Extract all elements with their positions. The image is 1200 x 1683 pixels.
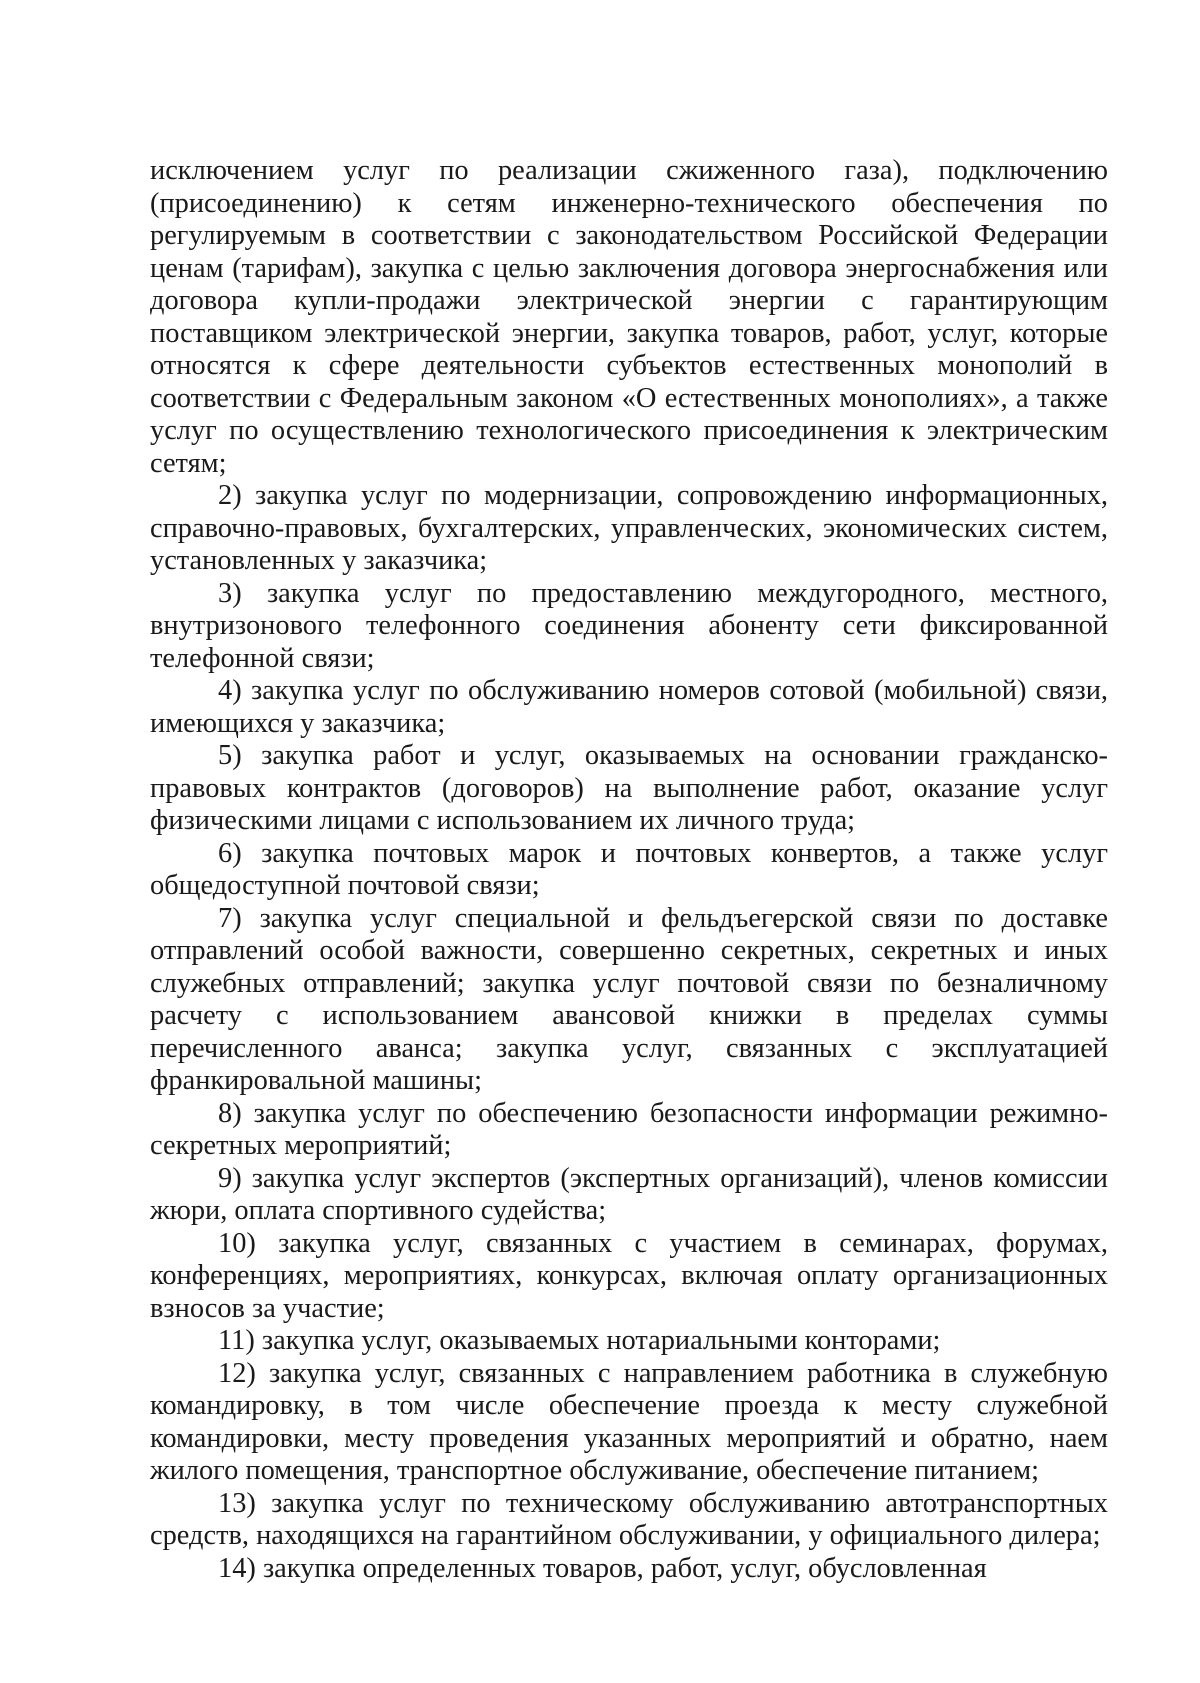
document-body	[150, 155, 1108, 1585]
list-item-5: 5) закупка работ и услуг, оказываемых на основании гражданско-правовых контрактов (договоров) на выполнение работ, оказание услуг физическими лицами с использованием их личного труда;	[150, 740, 1108, 836]
list-item-11: 11) закупка услуг, оказываемых нотариальными конторами;	[218, 1325, 941, 1356]
list-item-10: 10) закупка услуг, связанных с участием в семинарах, форумах, конференциях, мероприятиях, конкурсах, включая оплату организационных взносов за участие;	[150, 1227, 1108, 1324]
list-item-12: 12) закупка услуг, связанных с направлением работника в служебную командировку, в том числе обеспечение проезда к месту служебной командировки, месту проведения указанных мероприятий и обратно, наем жилого помещения, транспортное обслуживание, обеспечение питанием;	[150, 1357, 1108, 1486]
list-item-13: 13) закупка услуг по техническому обслуживанию автотранспортных средств, находящихся на гарантийном обслуживании, у официального дилера;	[150, 1487, 1108, 1551]
list-item-3: 3) закупка услуг по предоставлению междугородного, местного, внутризонового телефонного соединения абоненту сети фиксированной телефонной связи;	[150, 577, 1108, 674]
list-item-4: 4) закупка услуг по обслуживанию номеров сотовой (мобильной) связи, имеющихся у заказчика;	[150, 675, 1108, 739]
list-item-6: 6) закупка почтовых марок и почтовых конвертов, а также услуг общедоступной почтовой связи;	[150, 837, 1108, 901]
list-item-14: 14) закупка определенных товаров, работ, услуг, обусловленная	[218, 1552, 987, 1584]
list-item-7: 7) закупка услуг специальной и фельдъегерской связи по доставке отправлений особой важности, совершенно секретных, секретных и иных служебных отправлений; закупка услуг почтовой связи по безналичному расчету с использованием авансовой книжки в пределах суммы перечисленного аванса; закупка услуг, связанных с эксплуатацией франкировальной машины;	[150, 902, 1108, 1096]
paragraph-continuation: исключением услуг по реализации сжиженного газа), подключению (присоединению) к сетям инженерно-технического обеспечения по регулируемым в соответствии с законодательством Российской Федерации ценам (тарифам), закупка с целью заключения договора энергоснабжения или договора купли-продажи электрической энергии с гарантирующим поставщиком электрической энергии, закупка товаров, работ, услуг, которые относятся к сфере деятельности субъектов естественных монополий в соответствии с Федеральным законом «О естественных монополиях», а также услуг по осуществлению технологического присоединения к электрическим сетям;	[150, 155, 1108, 479]
list-item-2: 2) закупка услуг по модернизации, сопровождению информационных, справочно-правовых, бухгалтерских, управленческих, экономических систем, установленных у заказчика;	[150, 480, 1108, 576]
list-item-8: 8) закупка услуг по обеспечению безопасности информации режимно-секретных мероприятий;	[150, 1097, 1108, 1161]
list-item-9: 9) закупка услуг экспертов (экспертных организаций), членов комиссии жюри, оплата спортивного судейства;	[150, 1162, 1108, 1226]
